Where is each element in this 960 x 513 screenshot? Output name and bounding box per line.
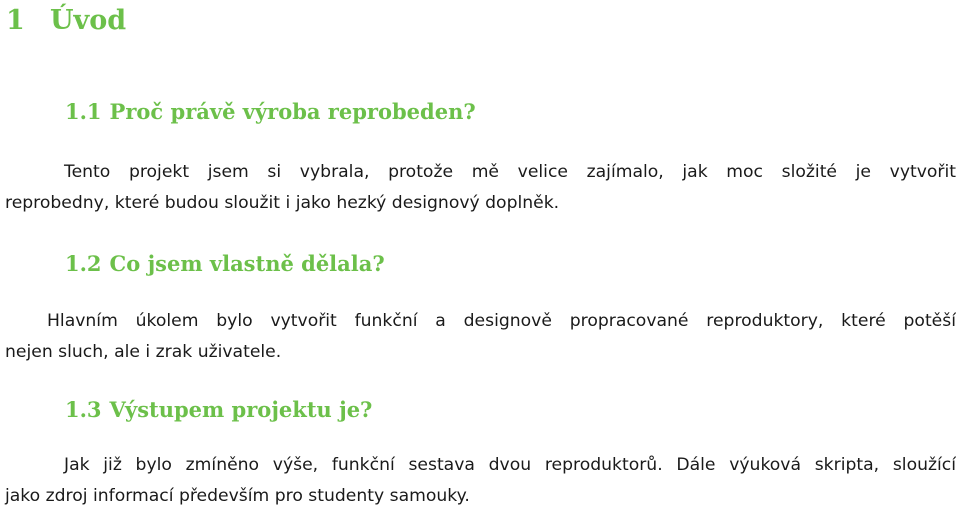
paragraph-line: jako zdroj informací především pro studenty samouky.: [5, 486, 470, 506]
section-title: Co jsem vlastně dělala?: [109, 250, 385, 276]
paragraph-line: nejen sluch, ale i zrak uživatele.: [5, 342, 282, 362]
section-title: Proč právě výroba reprobeden?: [109, 98, 476, 124]
section-heading-1-1: [65, 96, 476, 126]
section-paragraph-1-2: [5, 306, 956, 368]
paragraph-line: Hlavním úkolem bylo vytvořit funkční a designově propracované reproduktory, které potěší: [47, 311, 956, 331]
section-number: 1.2: [65, 250, 102, 276]
section-paragraph-1-1: [5, 157, 956, 219]
section-heading-1-2: [65, 248, 385, 278]
chapter-title: Úvod: [50, 4, 127, 36]
section-title: Výstupem projektu je?: [109, 396, 373, 422]
chapter-heading: [6, 2, 126, 38]
section-number: 1.1: [65, 98, 102, 124]
section-number: 1.3: [65, 396, 102, 422]
paragraph-line: Jak již bylo zmíněno výše, funkční sestava dvou reproduktorů. Dále výuková skripta, sloužící: [64, 455, 956, 475]
chapter-number: 1: [6, 4, 25, 36]
paragraph-line: Tento projekt jsem si vybrala, protože mě velice zajímalo, jak moc složité je vytvořit: [64, 162, 956, 182]
section-heading-1-3: [65, 394, 372, 424]
section-paragraph-1-3: [5, 450, 956, 512]
paragraph-line: reprobedny, které budou sloužit i jako hezký designový doplněk.: [5, 193, 560, 213]
